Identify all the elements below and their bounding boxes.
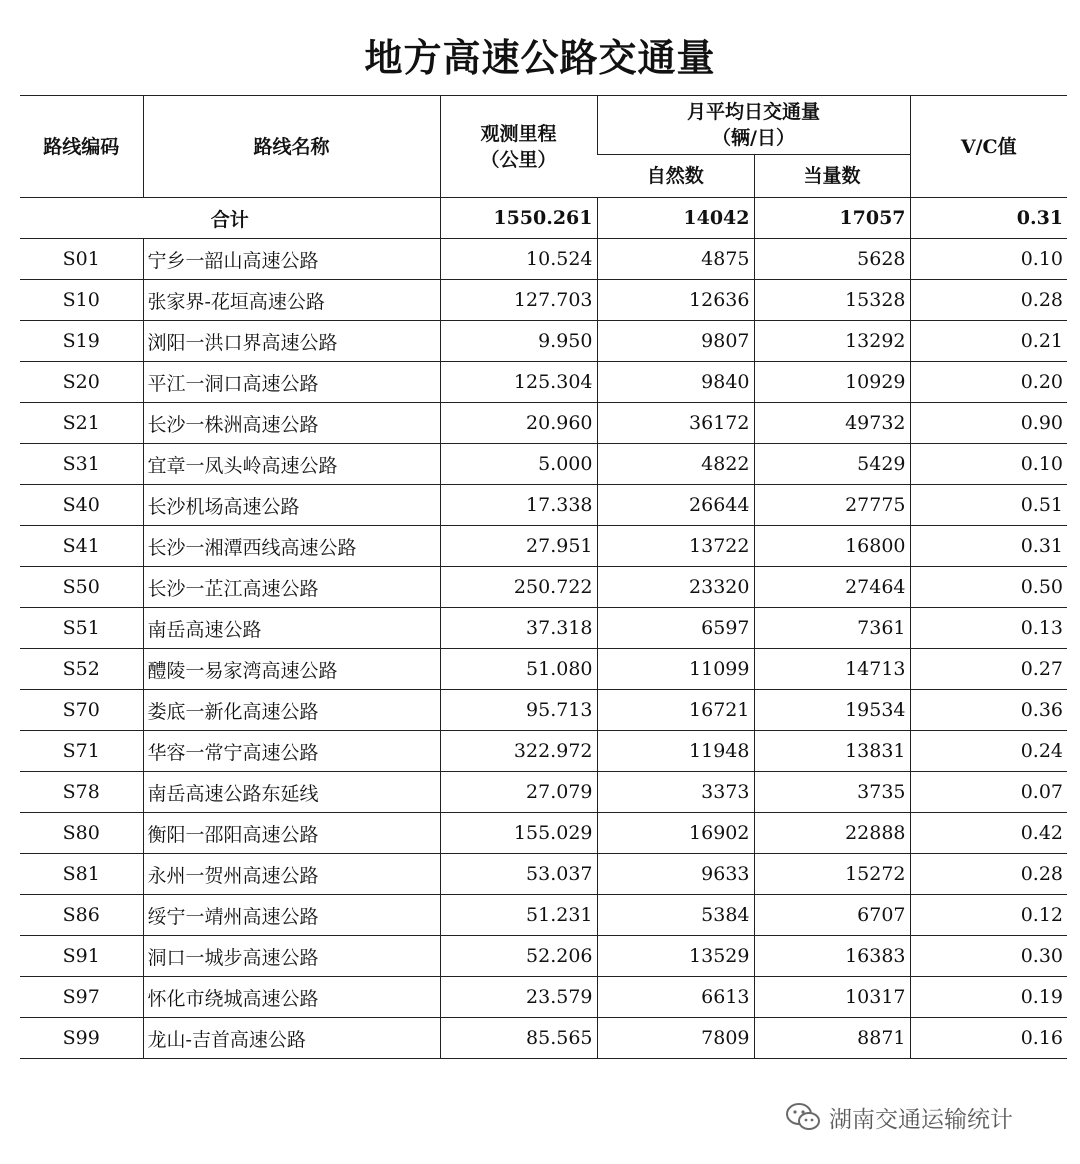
table-row [20, 895, 1067, 936]
route-code: S70 [20, 690, 143, 731]
route-name: 长沙一株洲高速公路 [143, 403, 440, 444]
table-row [20, 280, 1067, 321]
route-code: S10 [20, 280, 143, 321]
vc-ratio: 0.36 [910, 690, 1067, 731]
route-code: S86 [20, 895, 143, 936]
route-name: 长沙机场高速公路 [143, 485, 440, 526]
mileage-value: 95.713 [440, 690, 597, 731]
table-row [20, 567, 1067, 608]
natural-count: 6597 [597, 608, 754, 649]
table-header [20, 96, 1067, 198]
mileage-value: 17.338 [440, 485, 597, 526]
route-name: 长沙一芷江高速公路 [143, 567, 440, 608]
table-row [20, 444, 1067, 485]
page-title: 地方高速公路交通量 [364, 35, 716, 80]
vc-ratio: 0.30 [910, 936, 1067, 977]
vc-ratio: 0.27 [910, 649, 1067, 690]
natural-count: 9807 [597, 321, 754, 362]
vc-ratio: 0.07 [910, 772, 1067, 813]
natural-count: 16721 [597, 690, 754, 731]
route-name: 浏阳一洪口界高速公路 [143, 321, 440, 362]
route-name: 绥宁一靖州高速公路 [143, 895, 440, 936]
route-code: S52 [20, 649, 143, 690]
route-code: S80 [20, 813, 143, 854]
natural-count: 4875 [597, 239, 754, 280]
table-row [20, 485, 1067, 526]
equivalent-count: 27775 [754, 485, 910, 526]
natural-count: 5384 [597, 895, 754, 936]
header-name: 路线名称 [143, 96, 440, 198]
header-traffic [597, 96, 910, 155]
route-name: 龙山-吉首高速公路 [143, 1018, 440, 1059]
natural-count: 12636 [597, 280, 754, 321]
natural-count: 11099 [597, 649, 754, 690]
header-equivalent: 当量数 [754, 155, 910, 198]
vc-ratio: 0.20 [910, 362, 1067, 403]
vc-ratio: 0.50 [910, 567, 1067, 608]
route-code: S19 [20, 321, 143, 362]
mileage-value: 51.080 [440, 649, 597, 690]
table-row [20, 239, 1067, 280]
vc-ratio: 0.31 [910, 526, 1067, 567]
equivalent-count: 10929 [754, 362, 910, 403]
header-natural: 自然数 [597, 155, 754, 198]
equivalent-count: 5429 [754, 444, 910, 485]
mileage-value: 85.565 [440, 1018, 597, 1059]
route-code: S01 [20, 239, 143, 280]
mileage-value: 27.951 [440, 526, 597, 567]
vc-ratio: 0.19 [910, 977, 1067, 1018]
equivalent-count: 13292 [754, 321, 910, 362]
route-name: 长沙一湘潭西线高速公路 [143, 526, 440, 567]
vc-ratio: 0.24 [910, 731, 1067, 772]
natural-count: 9633 [597, 854, 754, 895]
table-body [20, 198, 1067, 1059]
natural-count: 16902 [597, 813, 754, 854]
table-row [20, 813, 1067, 854]
wechat-icon [785, 1102, 821, 1132]
total-natural: 14042 [597, 198, 754, 239]
equivalent-count: 15328 [754, 280, 910, 321]
mileage-value: 5.000 [440, 444, 597, 485]
table-row [20, 936, 1067, 977]
mileage-value: 53.037 [440, 854, 597, 895]
header-mileage [440, 96, 597, 198]
equivalent-count: 5628 [754, 239, 910, 280]
mileage-value: 250.722 [440, 567, 597, 608]
table-row [20, 526, 1067, 567]
route-code: S99 [20, 1018, 143, 1059]
route-code: S20 [20, 362, 143, 403]
equivalent-count: 14713 [754, 649, 910, 690]
equivalent-count: 27464 [754, 567, 910, 608]
header-mileage-label: 观测里程 [480, 122, 557, 145]
route-name: 宁乡一韶山高速公路 [143, 239, 440, 280]
vc-ratio: 0.13 [910, 608, 1067, 649]
route-code: S40 [20, 485, 143, 526]
route-code: S78 [20, 772, 143, 813]
table-row [20, 977, 1067, 1018]
route-name: 衡阳一邵阳高速公路 [143, 813, 440, 854]
natural-count: 23320 [597, 567, 754, 608]
traffic-table [20, 95, 1067, 1059]
route-code: S50 [20, 567, 143, 608]
table-row [20, 854, 1067, 895]
table-row [20, 731, 1067, 772]
mileage-value: 51.231 [440, 895, 597, 936]
equivalent-count: 13831 [754, 731, 910, 772]
natural-count: 26644 [597, 485, 754, 526]
watermark [785, 1097, 1013, 1137]
mileage-value: 20.960 [440, 403, 597, 444]
equivalent-count: 15272 [754, 854, 910, 895]
route-code: S51 [20, 608, 143, 649]
route-name: 张家界-花垣高速公路 [143, 280, 440, 321]
mileage-value: 155.029 [440, 813, 597, 854]
equivalent-count: 16800 [754, 526, 910, 567]
route-name: 怀化市绕城高速公路 [143, 977, 440, 1018]
vc-ratio: 0.42 [910, 813, 1067, 854]
equivalent-count: 22888 [754, 813, 910, 854]
equivalent-count: 16383 [754, 936, 910, 977]
route-code: S91 [20, 936, 143, 977]
header-mileage-unit: （公里） [480, 148, 557, 171]
mileage-value: 52.206 [440, 936, 597, 977]
equivalent-count: 10317 [754, 977, 910, 1018]
natural-count: 3373 [597, 772, 754, 813]
table-row [20, 608, 1067, 649]
route-name: 华容一常宁高速公路 [143, 731, 440, 772]
equivalent-count: 3735 [754, 772, 910, 813]
table-row [20, 1018, 1067, 1059]
route-name: 洞口一城步高速公路 [143, 936, 440, 977]
vc-ratio: 0.90 [910, 403, 1067, 444]
equivalent-count: 19534 [754, 690, 910, 731]
table-row [20, 690, 1067, 731]
mileage-value: 125.304 [440, 362, 597, 403]
mileage-value: 9.950 [440, 321, 597, 362]
route-name: 永州一贺州高速公路 [143, 854, 440, 895]
table-row [20, 321, 1067, 362]
route-code: S97 [20, 977, 143, 1018]
equivalent-count: 8871 [754, 1018, 910, 1059]
total-row [20, 198, 1067, 239]
natural-count: 36172 [597, 403, 754, 444]
natural-count: 4822 [597, 444, 754, 485]
route-code: S31 [20, 444, 143, 485]
route-code: S71 [20, 731, 143, 772]
route-name: 平江一洞口高速公路 [143, 362, 440, 403]
natural-count: 7809 [597, 1018, 754, 1059]
natural-count: 13722 [597, 526, 754, 567]
header-traffic-label: 月平均日交通量 [687, 101, 821, 123]
mileage-value: 10.524 [440, 239, 597, 280]
equivalent-count: 7361 [754, 608, 910, 649]
table-row [20, 403, 1067, 444]
natural-count: 11948 [597, 731, 754, 772]
route-code: S81 [20, 854, 143, 895]
vc-ratio: 0.10 [910, 239, 1067, 280]
table-row [20, 772, 1067, 813]
vc-ratio: 0.51 [910, 485, 1067, 526]
route-name: 南岳高速公路东延线 [143, 772, 440, 813]
mileage-value: 23.579 [440, 977, 597, 1018]
vc-ratio: 0.28 [910, 280, 1067, 321]
mileage-value: 37.318 [440, 608, 597, 649]
route-name: 醴陵一易家湾高速公路 [143, 649, 440, 690]
total-label: 合计 [20, 198, 440, 239]
vc-ratio: 0.10 [910, 444, 1067, 485]
total-equivalent: 17057 [754, 198, 910, 239]
mileage-value: 27.079 [440, 772, 597, 813]
natural-count: 6613 [597, 977, 754, 1018]
natural-count: 13529 [597, 936, 754, 977]
total-vc: 0.31 [910, 198, 1067, 239]
header-code: 路线编码 [20, 96, 143, 198]
route-name: 宜章一凤头岭高速公路 [143, 444, 440, 485]
table-row [20, 649, 1067, 690]
vc-ratio: 0.16 [910, 1018, 1067, 1059]
header-vc: V/C值 [910, 96, 1067, 198]
equivalent-count: 49732 [754, 403, 910, 444]
route-code: S21 [20, 403, 143, 444]
route-name: 娄底一新化高速公路 [143, 690, 440, 731]
watermark-text: 湖南交通运输统计 [829, 1106, 1013, 1133]
route-name: 南岳高速公路 [143, 608, 440, 649]
total-mileage: 1550.261 [440, 198, 597, 239]
vc-ratio: 0.28 [910, 854, 1067, 895]
header-traffic-unit: （辆/日） [712, 127, 795, 149]
mileage-value: 127.703 [440, 280, 597, 321]
vc-ratio: 0.12 [910, 895, 1067, 936]
mileage-value: 322.972 [440, 731, 597, 772]
vc-ratio: 0.21 [910, 321, 1067, 362]
natural-count: 9840 [597, 362, 754, 403]
equivalent-count: 6707 [754, 895, 910, 936]
table-row [20, 362, 1067, 403]
route-code: S41 [20, 526, 143, 567]
